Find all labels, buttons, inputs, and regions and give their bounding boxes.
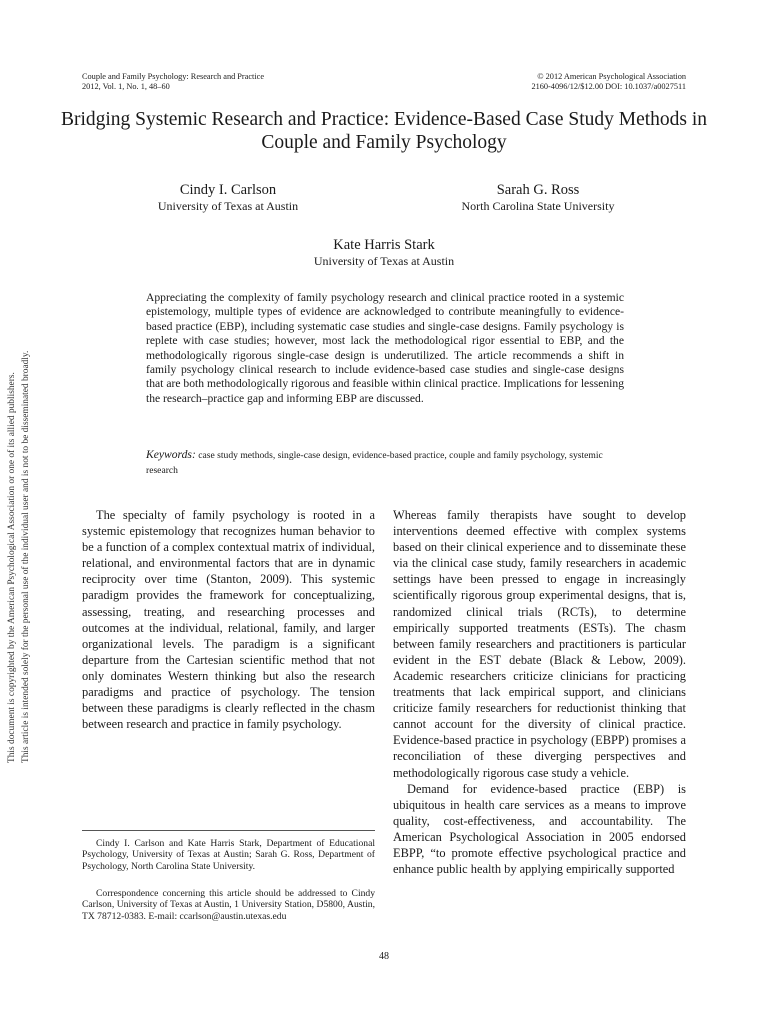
article-title: Bridging Systemic Research and Practice: Evidence-Based Case Study Methods in Couple and Family Psychology [60, 109, 708, 153]
footnote-correspondence [82, 888, 375, 922]
author-name: Sarah G. Ross [496, 182, 580, 198]
author-affiliation: University of Texas at Austin [313, 254, 455, 268]
copyright-notice: © 2012 American Psychological Association [537, 72, 686, 81]
doi-info: 2160-4096/12/$12.00 DOI: 10.1037/a0027511 [531, 82, 686, 91]
body-column-left [82, 507, 375, 732]
author-block [418, 181, 658, 214]
author-affiliation: University of Texas at Austin [157, 199, 299, 213]
running-header-right [531, 72, 686, 92]
copyright-sidebar [6, 351, 33, 763]
volume-info: 2012, Vol. 1, No. 1, 48–60 [82, 82, 170, 91]
footnote-affiliations [82, 838, 375, 872]
page-number: 48 [379, 951, 389, 962]
footnote-text: Correspondence concerning this article should be addressed to Cindy Carlson, University of Texas at Austin, 1 University Station, D5800, Austin, TX 78712-0383. E-mail: ccarlson@austin.utexas.edu [82, 888, 375, 922]
sidebar-line: This article is intended solely for the personal use of the individual user and is not to be disseminated broadly. [20, 350, 31, 763]
author-name: Cindy I. Carlson [179, 182, 277, 198]
journal-name: Couple and Family Psychology: Research and Practice [82, 72, 265, 81]
body-column-right [393, 507, 686, 877]
abstract: Appreciating the complexity of family psychology research and clinical practice rooted in a systemic epistemology, multiple types of evidence are acknowledged to contribute meaningfully to evidence-based practice (EBP), including systematic case studies and single-case designs. Family psychology is replete with case studies; however, most lack the methodological rigor essential to EBP, and the methodologically rigorous single-case design is underutilized. The article recommends a shift in family psychology clinical research to include evidence-based case studies and single-case designs that are both methodologically rigorous and feasible within clinical practice. Implications for lessening the research–practice gap and informing EBP are discussed. [146, 291, 624, 405]
author-affiliation: North Carolina State University [461, 199, 615, 213]
author-block [244, 236, 524, 269]
body-paragraph: Demand for evidence-based practice (EBP) is ubiquitous in health care services as a means to improve quality, cost-effectiveness, and accountability. The American Psychological Association in 2005 endorsed EBPP, “to promote effective psychological practice and enhance public health by applying empirically supported [393, 781, 686, 877]
sidebar-line: This document is copyrighted by the American Psychological Association or one of its allied publishers. [7, 372, 17, 763]
author-block [108, 181, 348, 214]
body-paragraph: Whereas family therapists have sought to develop interventions deemed effective with complex systems based on their clinical experience and to disseminate these via the clinical case study, family researchers in academic settings have been pressed to engage in increasingly scientifically rigorous group experimental designs, that is, randomized clinical trials (RCTs), to determine empirically supported treatments (ESTs). The chasm between family researchers and practitioners is particular evident in the EST debate (Black & Lebow, 2009). Academic researchers criticize clinicians for practicing treatments that lack empirical support, and clinicians criticize family researchers for reductionist thinking that cannot account for the diversity of clinical practice. Evidence-based practice in psychology (EBPP) promises a reconciliation of these diverging perspectives and methodologically rigorous case study a vehicle. [393, 508, 686, 780]
keywords-label: Keywords: [146, 448, 196, 461]
body-paragraph: The specialty of family psychology is rooted in a systemic epistemology that recognizes human behavior to be a function of a complex contextual matrix of individual, relational, and environmental factors that are in dynamic reciprocity over time (Stanton, 2009). This systemic paradigm provides the framework for conceptualizing, assessing, treating, and researching processes and outcomes at the individual, relational, family, and larger organizational levels. The paradigm is a significant departure from the Cartesian scientific method that not only dominates Western thinking but also the research paradigms and practice of psychology. The tension between these paradigms is clearly reflected in the chasm between research and practice in family psychology. [82, 508, 375, 732]
footnote-divider [82, 830, 375, 831]
running-header-left [82, 72, 264, 92]
footnote-text: Cindy I. Carlson and Kate Harris Stark, Department of Educational Psychology, University of Texas at Austin; Sarah G. Ross, Department of Psychology, North Carolina State University. [82, 838, 375, 872]
keywords [146, 447, 624, 478]
keywords-text: case study methods, single-case design, evidence-based practice, couple and family psychology, systemic research [146, 450, 603, 476]
author-name: Kate Harris Stark [333, 237, 435, 253]
